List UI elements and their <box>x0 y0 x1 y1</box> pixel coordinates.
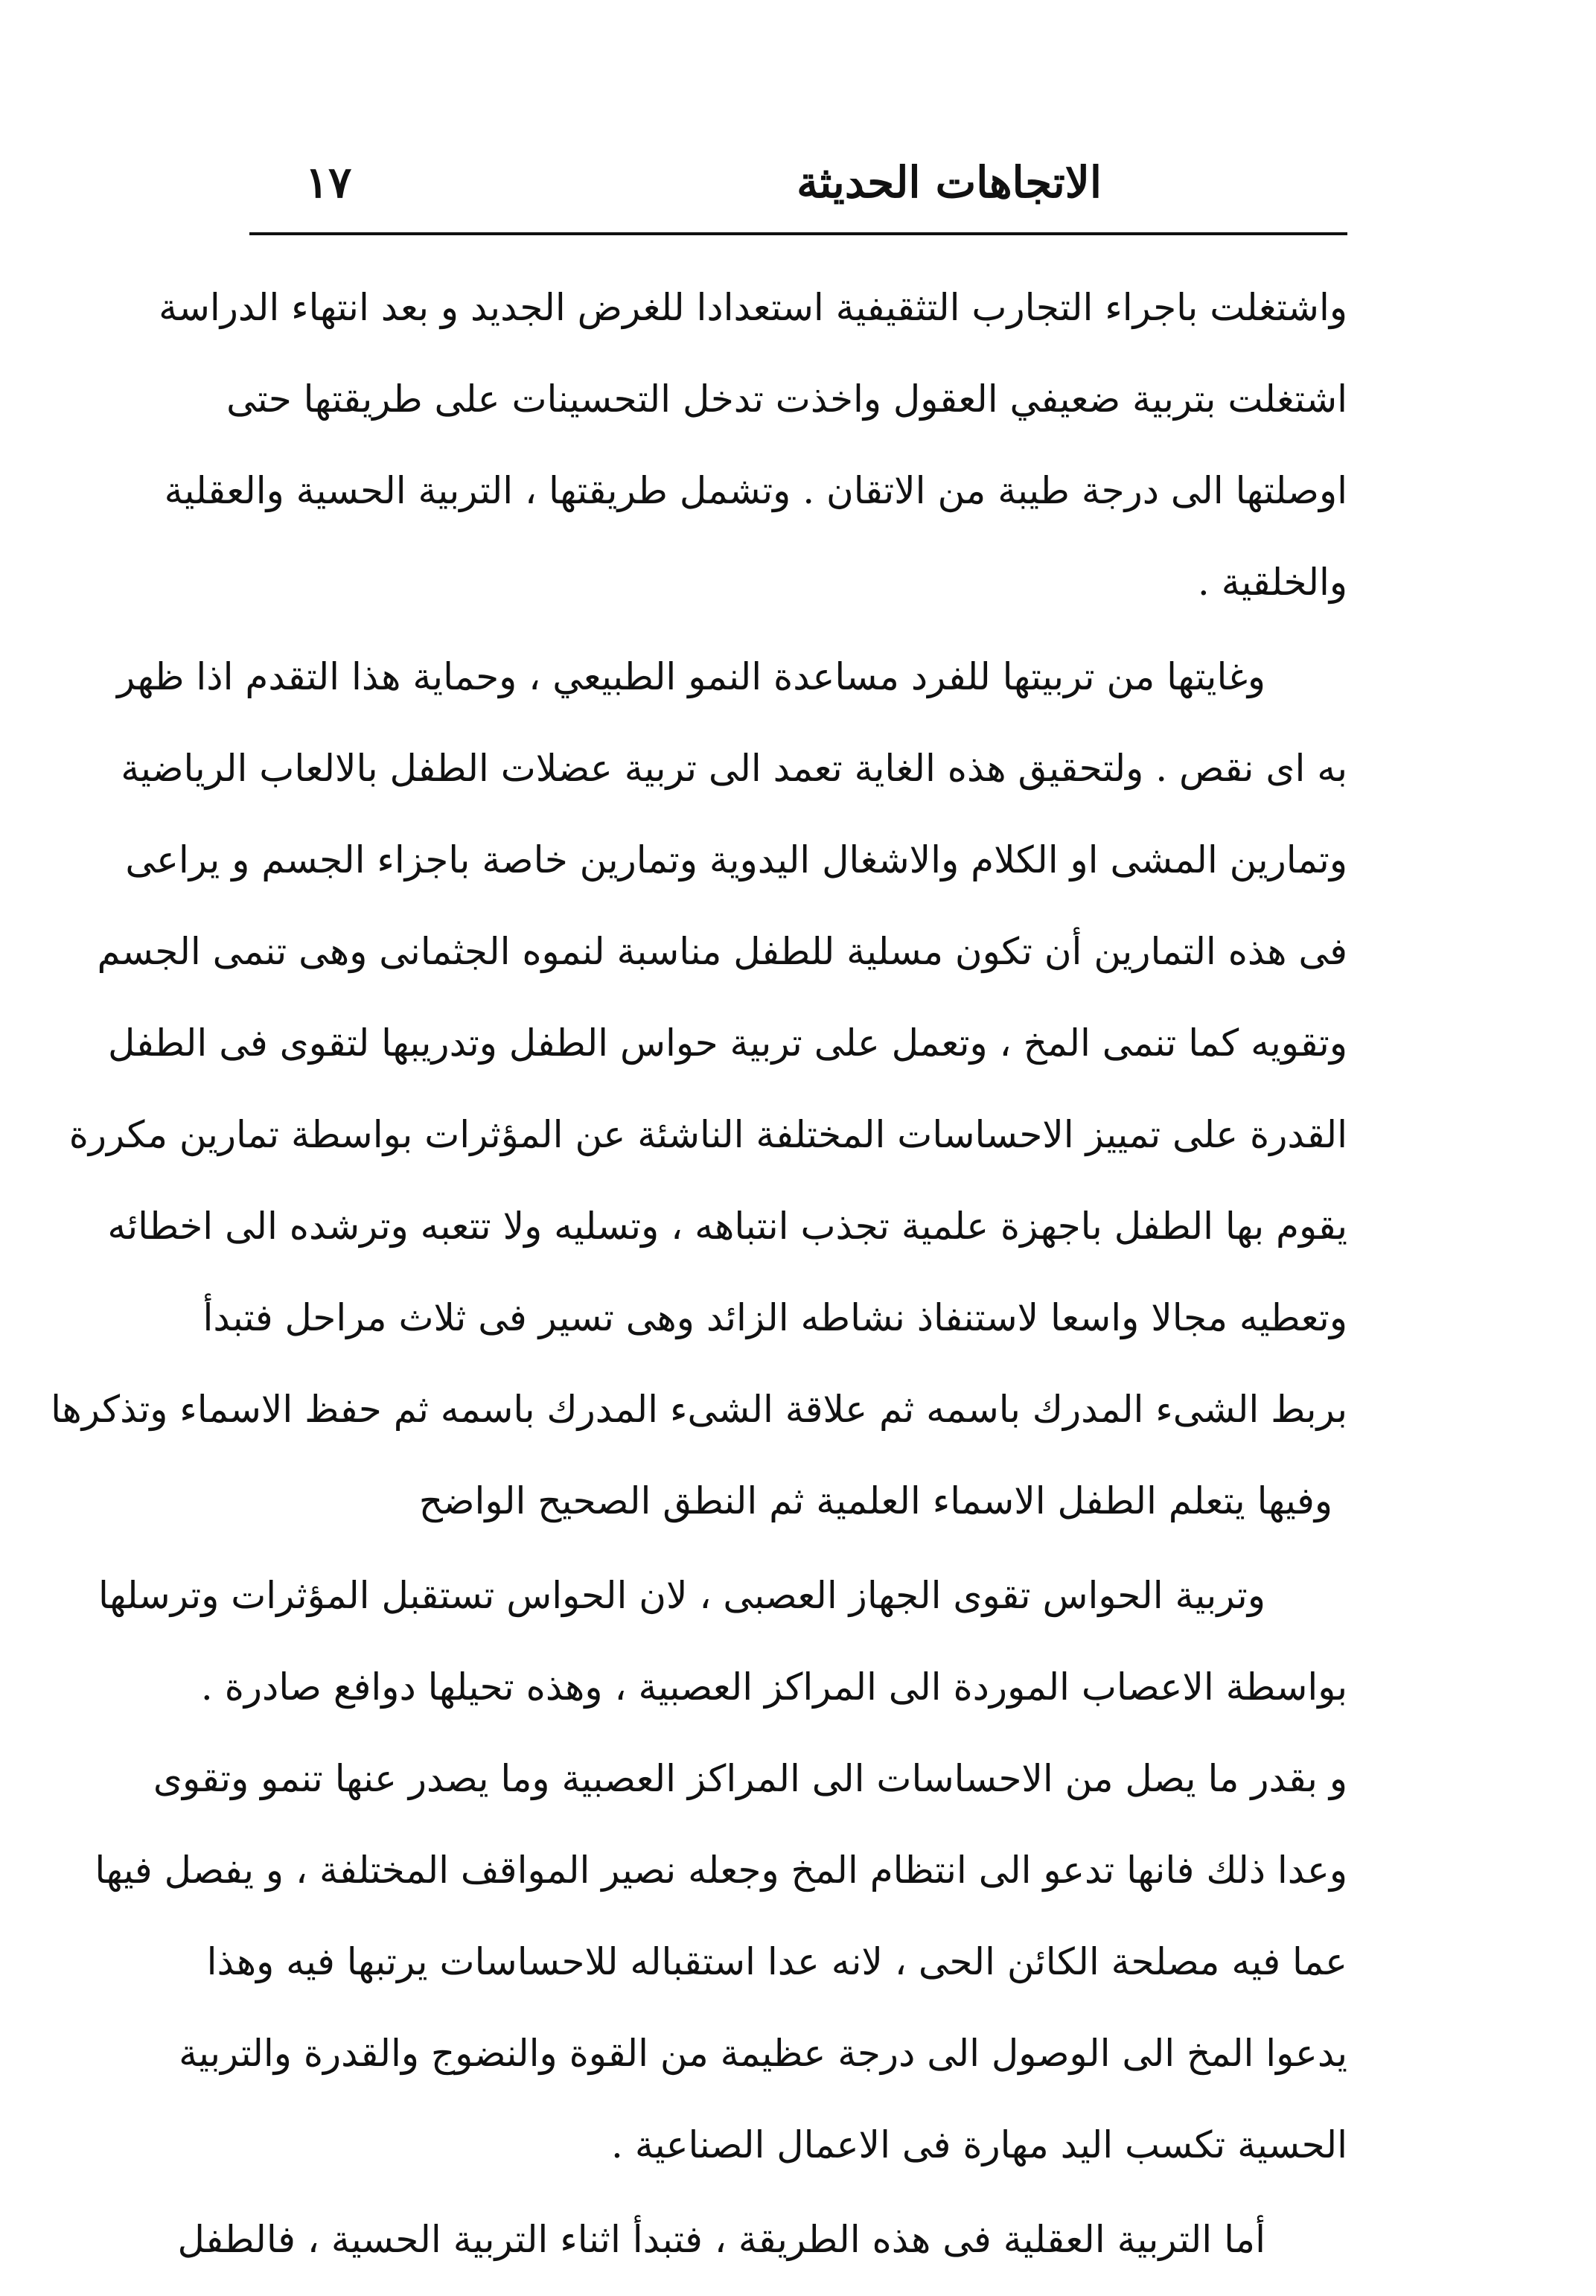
paragraph-1 <box>159 262 1347 628</box>
text-line: اشتغلت بتربية ضعيفي العقول واخذت تدخل التحسينات على طريقتها حتى <box>226 377 1347 421</box>
text-line: به اى نقص . ولتحقيق هذه الغاية تعمد الى تربية عضلات الطفل بالالعاب الرياضية <box>121 747 1347 790</box>
text-line: القدرة على تمييز الاحساسات المختلفة الناشئة عن المؤثرات بواسطة تمارين مكررة <box>68 1113 1347 1156</box>
text-line: وغايتها من تربيتها للفرد مساعدة النمو الطبيعي ، وحماية هذا التقدم اذا ظهر <box>117 655 1265 698</box>
text-line: بواسطة الاعصاب الموردة الى المراكز العصبية ، وهذه تحيلها دوافع صادرة . <box>200 1665 1347 1709</box>
paragraph-4 <box>177 2194 1347 2286</box>
text-line: يقوم بها الطفل باجهزة علمية تجذب انتباهه ، وتسليه ولا تتعبه وترشده الى اخطائه <box>107 1205 1347 1248</box>
text-line: عما فيه مصلحة الكائن الحى ، لانه عدا استقباله للاحساسات يرتبها فيه وهذا <box>206 1940 1347 1983</box>
header-rule <box>249 232 1347 235</box>
text-line: والخلقية . <box>1197 561 1347 604</box>
body-text <box>51 262 1347 2286</box>
paragraph-2 <box>51 631 1347 1547</box>
page-number: ١٧ <box>305 157 352 208</box>
text-line: وعدا ذلك فانها تدعو الى انتظام المخ وجعله نصير المواقف المختلفة ، و يفصل فيها <box>95 1849 1347 1892</box>
text-line: أما التربية العقلية فى هذه الطريقة ، فتبدأ اثناء التربية الحسية ، فالطفل <box>177 2218 1265 2261</box>
text-line: اوصلتها الى درجة طيبة من الاتقان . وتشمل طريقتها ، التربية الحسية والعقلية <box>164 469 1347 512</box>
text-line: وتعطيه مجالا واسعا لاستنفاذ نشاطه الزائد وهى تسير فى ثلاث مراحل فتبدأ <box>202 1296 1347 1339</box>
text-line: واشتغلت باجراء التجارب التثقيفية استعدادا للغرض الجديد و بعد انتهاء الدراسة <box>159 286 1347 329</box>
text-line: بربط الشىء المدرك باسمه ثم علاقة الشىء المدرك باسمه ثم حفظ الاسماء وتذكرها <box>51 1388 1347 1431</box>
running-header <box>249 145 1347 227</box>
text-line: وتربية الحواس تقوى الجهاز العصبى ، لان الحواس تستقبل المؤثرات وترسلها <box>98 1574 1265 1617</box>
text-line: يدعوا المخ الى الوصول الى درجة عظيمة من القوة والنضوج والقدرة والتربية <box>179 2032 1347 2075</box>
running-title: الاتجاهات الحديثة <box>797 157 1102 208</box>
text-line: الحسية تكسب اليد مهارة فى الاعمال الصناعية . <box>611 2123 1347 2166</box>
text-line: و بقدر ما يصل من الاحساسات الى المراكز العصبية وما يصدر عنها تنمو وتقوى <box>153 1757 1347 1800</box>
text-line: فى هذه التمارين أن تكون مسلية للطفل مناسبة لنموه الجثمانى وهى تنمى الجسم <box>97 930 1347 973</box>
text-line: وفيها يتعلم الطفل الاسماء العلمية ثم النطق الصحيح الواضح <box>418 1479 1332 1522</box>
text-line: وتمارين المشى او الكلام والاشغال اليدوية وتمارين خاصة باجزاء الجسم و يراعى <box>125 838 1347 881</box>
text-line: وتقويه كما تنمى المخ ، وتعمل على تربية حواس الطفل وتدريبها لتقوى فى الطفل <box>108 1021 1347 1065</box>
paragraph-3 <box>95 1550 1347 2191</box>
